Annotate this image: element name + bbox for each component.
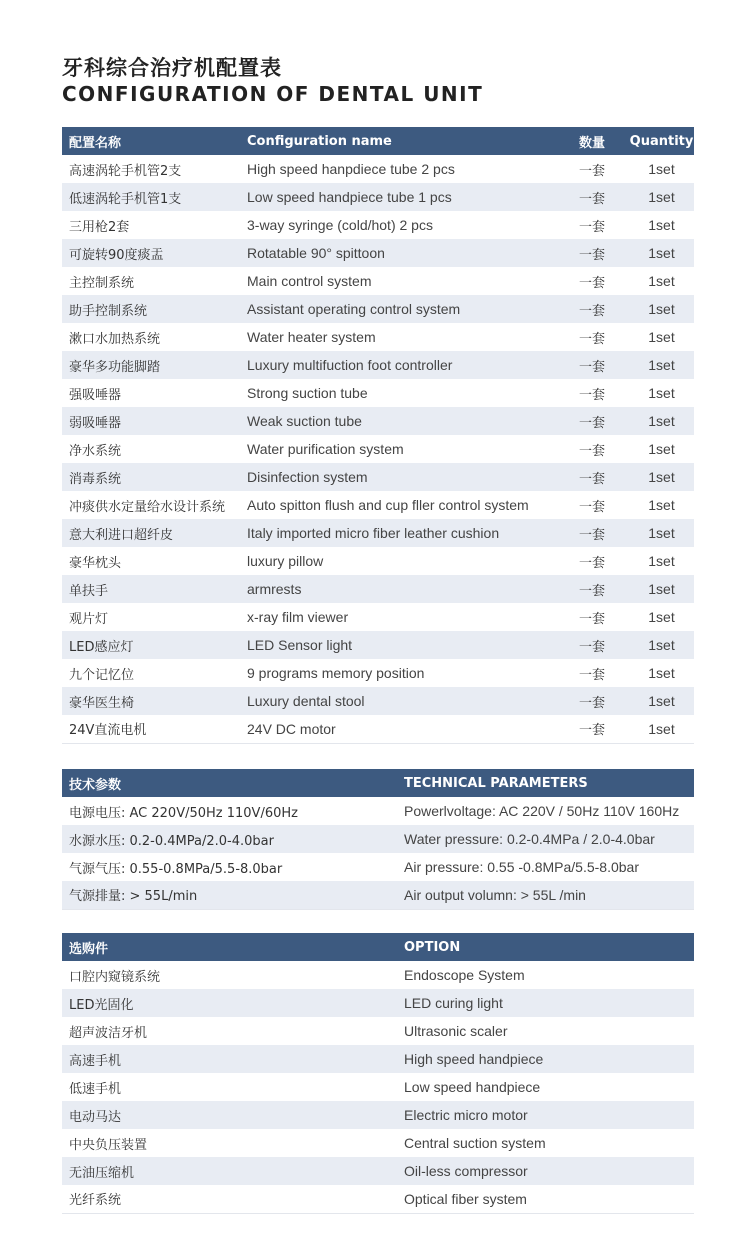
table-row: [62, 575, 694, 603]
tech-param-cn: 气源排量: > 55L/min: [69, 889, 198, 905]
config-count: 一套: [579, 639, 606, 655]
option-name-en: Electric micro motor: [404, 1107, 528, 1123]
config-count: 一套: [579, 163, 606, 179]
tech-param-cn: 电源电压: AC 220V/50Hz 110V/60Hz: [69, 805, 298, 821]
config-name-en: Weak suction tube: [247, 413, 362, 429]
table-row: [62, 1017, 694, 1045]
header-count: 数量: [579, 135, 606, 151]
config-quantity: 1set: [648, 245, 675, 261]
config-name-cn: 冲痰供水定量给水设计系统: [69, 499, 226, 515]
config-quantity: 1set: [648, 329, 675, 345]
tech-param-cn: 水源水压: 0.2-0.4MPa/2.0-4.0bar: [69, 833, 274, 849]
option-name-en: Oil-less compressor: [404, 1163, 528, 1179]
option-table: [62, 933, 694, 1214]
table-row: [62, 491, 694, 519]
configuration-header-row: [62, 127, 694, 155]
config-quantity: 1set: [648, 581, 675, 597]
option-name-en: Central suction system: [404, 1135, 546, 1151]
table-row: [62, 603, 694, 631]
option-name-cn: 光纤系统: [69, 1193, 122, 1209]
config-quantity: 1set: [648, 189, 675, 205]
config-name-en: armrests: [247, 581, 302, 597]
option-name-en: High speed handpiece: [404, 1051, 544, 1067]
config-name-cn: 单扶手: [69, 583, 109, 599]
config-count: 一套: [579, 527, 606, 543]
option-name-cn: 口腔内窥镜系统: [69, 969, 161, 985]
config-name-cn: 三用枪2套: [69, 219, 130, 235]
table-row: [62, 1129, 694, 1157]
table-row: [62, 295, 694, 323]
table-row: [62, 519, 694, 547]
table-row: [62, 797, 694, 825]
config-name-cn: 弱吸唾器: [69, 415, 122, 431]
table-row: [62, 1073, 694, 1101]
tech-param-en: Air pressure: 0.55 -0.8MPa/5.5-8.0bar: [404, 859, 640, 875]
config-name-en: 24V DC motor: [247, 720, 336, 737]
header-config-name-en: Configuration name: [247, 133, 392, 149]
config-name-en: 3-way syringe (cold/hot) 2 pcs: [247, 217, 433, 233]
configuration-table: [62, 127, 694, 744]
table-row: [62, 211, 694, 239]
config-name-en: Assistant operating control system: [247, 301, 461, 317]
config-count: 一套: [579, 611, 606, 627]
table-row: [62, 267, 694, 295]
option-header-row: [62, 933, 694, 961]
config-count: 一套: [579, 191, 606, 207]
table-row: [62, 659, 694, 687]
technical-parameters-table: [62, 769, 694, 910]
table-row: [62, 715, 694, 743]
config-count: 一套: [579, 219, 606, 235]
tech-param-en: Powerlvoltage: AC 220V / 50Hz 110V 160Hz: [404, 803, 680, 819]
config-name-en: Auto spitton flush and cup fller control system: [247, 497, 529, 513]
config-quantity: 1set: [648, 413, 675, 429]
tech-param-en: Water pressure: 0.2-0.4MPa / 2.0-4.0bar: [404, 831, 655, 847]
config-name-cn: 漱口水加热系统: [69, 331, 161, 347]
config-count: 一套: [579, 303, 606, 319]
config-quantity: 1set: [648, 553, 675, 569]
config-name-cn: 豪华医生椅: [69, 695, 135, 711]
option-name-cn: 高速手机: [69, 1053, 122, 1069]
config-name-en: Strong suction tube: [247, 385, 368, 401]
config-name-cn: 助手控制系统: [69, 303, 148, 319]
config-quantity: 1set: [648, 301, 675, 317]
table-row: [62, 1101, 694, 1129]
config-count: 一套: [579, 247, 606, 263]
header-tech-cn: 技术参数: [69, 777, 122, 793]
config-name-en: x-ray film viewer: [247, 609, 349, 625]
config-name-en: 9 programs memory position: [247, 665, 425, 681]
table-row: [62, 239, 694, 267]
config-count: 一套: [579, 275, 606, 291]
config-name-en: LED Sensor light: [247, 637, 353, 653]
config-count: 一套: [579, 415, 606, 431]
config-name-en: luxury pillow: [247, 553, 324, 569]
config-count: 一套: [579, 359, 606, 375]
header-quantity: Quantity: [629, 133, 694, 149]
table-row: [62, 1185, 694, 1213]
tech-param-en: Air output volumn: > 55L /min: [404, 886, 586, 903]
config-quantity: 1set: [648, 273, 675, 289]
config-name-en: Luxury multifuction foot controller: [247, 357, 453, 373]
config-name-cn: 24V直流电机: [69, 723, 147, 739]
option-name-en: Ultrasonic scaler: [404, 1023, 508, 1039]
table-row: [62, 1157, 694, 1185]
config-quantity: 1set: [648, 497, 675, 513]
header-option-en: OPTION: [404, 939, 461, 955]
config-count: 一套: [579, 555, 606, 571]
technical-header-row: [62, 769, 694, 797]
config-count: 一套: [579, 695, 606, 711]
config-quantity: 1set: [648, 441, 675, 457]
table-row: [62, 351, 694, 379]
option-name-en: Optical fiber system: [404, 1190, 527, 1207]
config-count: 一套: [579, 723, 606, 739]
config-name-cn: 低速涡轮手机管1支: [69, 191, 182, 207]
page-title-cn: 牙科综合治疗机配置表: [62, 56, 282, 80]
config-name-cn: 可旋转90度痰盂: [69, 247, 164, 263]
config-quantity: 1set: [648, 525, 675, 541]
config-name-cn: 消毒系统: [69, 471, 122, 487]
config-count: 一套: [579, 443, 606, 459]
header-config-name-cn: 配置名称: [69, 135, 122, 151]
table-row: [62, 687, 694, 715]
config-name-cn: 高速涡轮手机管2支: [69, 163, 182, 179]
table-row: [62, 881, 694, 909]
config-name-en: Main control system: [247, 273, 372, 289]
table-row: [62, 155, 694, 183]
option-name-cn: 无油压缩机: [69, 1165, 135, 1181]
option-name-cn: LED光固化: [69, 997, 134, 1013]
config-name-en: Italy imported micro fiber leather cushion: [247, 525, 500, 541]
option-name-en: LED curing light: [404, 995, 503, 1011]
option-name-en: Low speed handpiece: [404, 1079, 541, 1095]
config-name-en: Luxury dental stool: [247, 693, 365, 709]
table-row: [62, 825, 694, 853]
config-count: 一套: [579, 667, 606, 683]
config-name-cn: 强吸唾器: [69, 387, 122, 403]
table-row: [62, 183, 694, 211]
header-tech-en: TECHNICAL PARAMETERS: [404, 775, 588, 791]
option-name-cn: 超声波洁牙机: [69, 1025, 148, 1041]
config-name-cn: 主控制系统: [69, 275, 135, 291]
config-name-cn: 意大利进口超纤皮: [69, 527, 174, 543]
config-name-cn: 豪华枕头: [69, 555, 122, 571]
config-name-en: Rotatable 90° spittoon: [247, 245, 385, 261]
config-name-cn: 净水系统: [69, 443, 122, 459]
config-name-cn: 观片灯: [69, 611, 109, 627]
config-count: 一套: [579, 331, 606, 347]
table-row: [62, 961, 694, 989]
config-quantity: 1set: [648, 637, 675, 653]
table-row: [62, 989, 694, 1017]
config-count: 一套: [579, 583, 606, 599]
config-quantity: 1set: [648, 161, 675, 177]
config-quantity: 1set: [648, 665, 675, 681]
config-quantity: 1set: [648, 385, 675, 401]
config-name-cn: 豪华多功能脚踏: [69, 359, 161, 375]
config-name-cn: 九个记忆位: [69, 667, 135, 683]
config-quantity: 1set: [648, 469, 675, 485]
config-name-en: Disinfection system: [247, 469, 368, 485]
option-name-cn: 低速手机: [69, 1081, 122, 1097]
config-quantity: 1set: [648, 357, 675, 373]
config-quantity: 1set: [648, 693, 675, 709]
config-name-en: Low speed handpiece tube 1 pcs: [247, 189, 452, 205]
option-name-cn: 中央负压装置: [69, 1137, 148, 1153]
table-row: [62, 323, 694, 351]
config-name-en: Water heater system: [247, 329, 376, 345]
config-name-en: Water purification system: [247, 441, 404, 457]
config-name-en: High speed hanpdiece tube 2 pcs: [247, 161, 455, 177]
config-count: 一套: [579, 471, 606, 487]
table-row: [62, 379, 694, 407]
option-name-cn: 电动马达: [69, 1109, 122, 1125]
table-row: [62, 853, 694, 881]
tech-param-cn: 气源气压: 0.55-0.8MPa/5.5-8.0bar: [69, 861, 283, 877]
config-count: 一套: [579, 499, 606, 515]
table-row: [62, 1045, 694, 1073]
table-row: [62, 631, 694, 659]
config-quantity: 1set: [648, 720, 675, 737]
option-name-en: Endoscope System: [404, 967, 525, 983]
table-row: [62, 435, 694, 463]
config-quantity: 1set: [648, 609, 675, 625]
page-title-en: CONFIGURATION OF DENTAL UNIT: [62, 82, 484, 106]
config-quantity: 1set: [648, 217, 675, 233]
header-option-cn: 选购件: [69, 941, 109, 957]
table-row: [62, 407, 694, 435]
config-count: 一套: [579, 387, 606, 403]
table-row: [62, 547, 694, 575]
config-name-cn: LED感应灯: [69, 639, 134, 655]
table-row: [62, 463, 694, 491]
